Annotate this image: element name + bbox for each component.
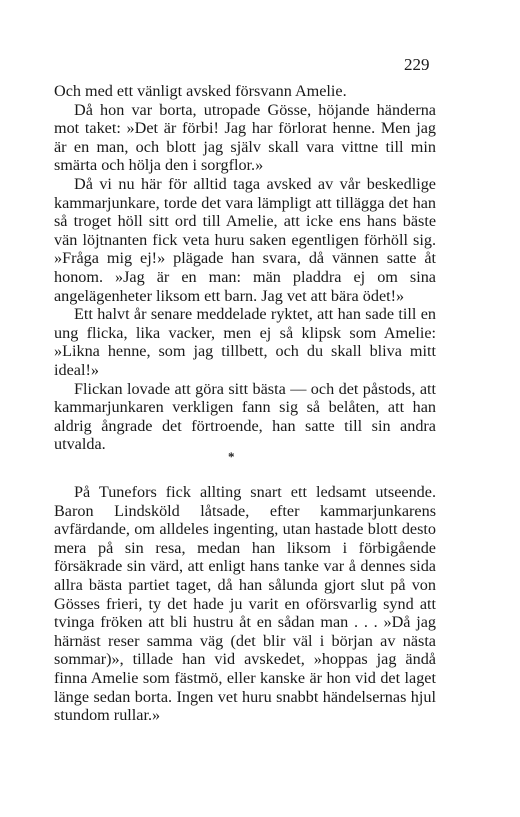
paragraph: Då hon var borta, utropade Gösse, höjande händerna mot taket: »Det är förbi! Jag har förlorat henne. Men jag är en man, och blott jag själv skall vara vittne till min smärta och hölja den i sorgflor.» [54, 100, 436, 175]
paragraph: Och med ett vänligt avsked försvann Amelie. [54, 82, 347, 100]
paragraph: Ett halvt år senare meddelade ryktet, att han sade till en ung flicka, lika vacker, men ej så klipsk som Amelie: »Likna henne, som jag tillbett, och du skall bliva mitt ideal!» [54, 305, 436, 379]
chapter-text-lower [54, 483, 436, 725]
paragraph: På Tunefors fick allting snart ett ledsamt utseende. Baron Lindsköld låtsade, efter kammarjunkarens avfärdande, om alldeles ingenting, utan hastade blott desto mera på sin resa, medan han liksom i förbigående försäkrade sin värd, att enligt hans tanke var å dennes sida allra bästa partiet taget, då han sålunda gjort slut på von Gösses frieri, ty det hade ju varit en oförsvarlig synd att tvinga fröken att bli hustru åt en sådan man . . . »Då jag härnäst reser samma väg (det blir väl i början av nästa sommar)», tillade han vid avskedet, »hoppas jag ändå finna Amelie som fästmö, eller kanske är hon vid det laget länge sedan borta. Ingen vet huru snabbt händelsernas hjul stundom rullar.» [54, 483, 436, 725]
paragraph: Då vi nu här för alltid taga avsked av vår beskedlige kammarjunkare, torde det vara lämpligt att tillägga det han så troget höll sitt ord till Amelie, att icke ens hans bäste vän löjtnanten fick veta huru saken egentligen förhöll sig. »Fråga mig ej!» plägade han svara, då vännen satte åt honom. »Jag är en man: män pladdra ej om sina angelägenheter liksom ett barn. Jag vet att bära ödet!» [54, 174, 436, 305]
chapter-text-upper [54, 82, 436, 454]
page-number: 229 [404, 55, 430, 74]
paragraph: Flickan lovade att göra sitt bästa — och det påstods, att kammarjunkaren verkligen fann sig så belåten, att han aldrig ångrade det förtroende, han satte till sin andra utvalda. [54, 379, 436, 454]
section-separator: * [228, 449, 235, 464]
